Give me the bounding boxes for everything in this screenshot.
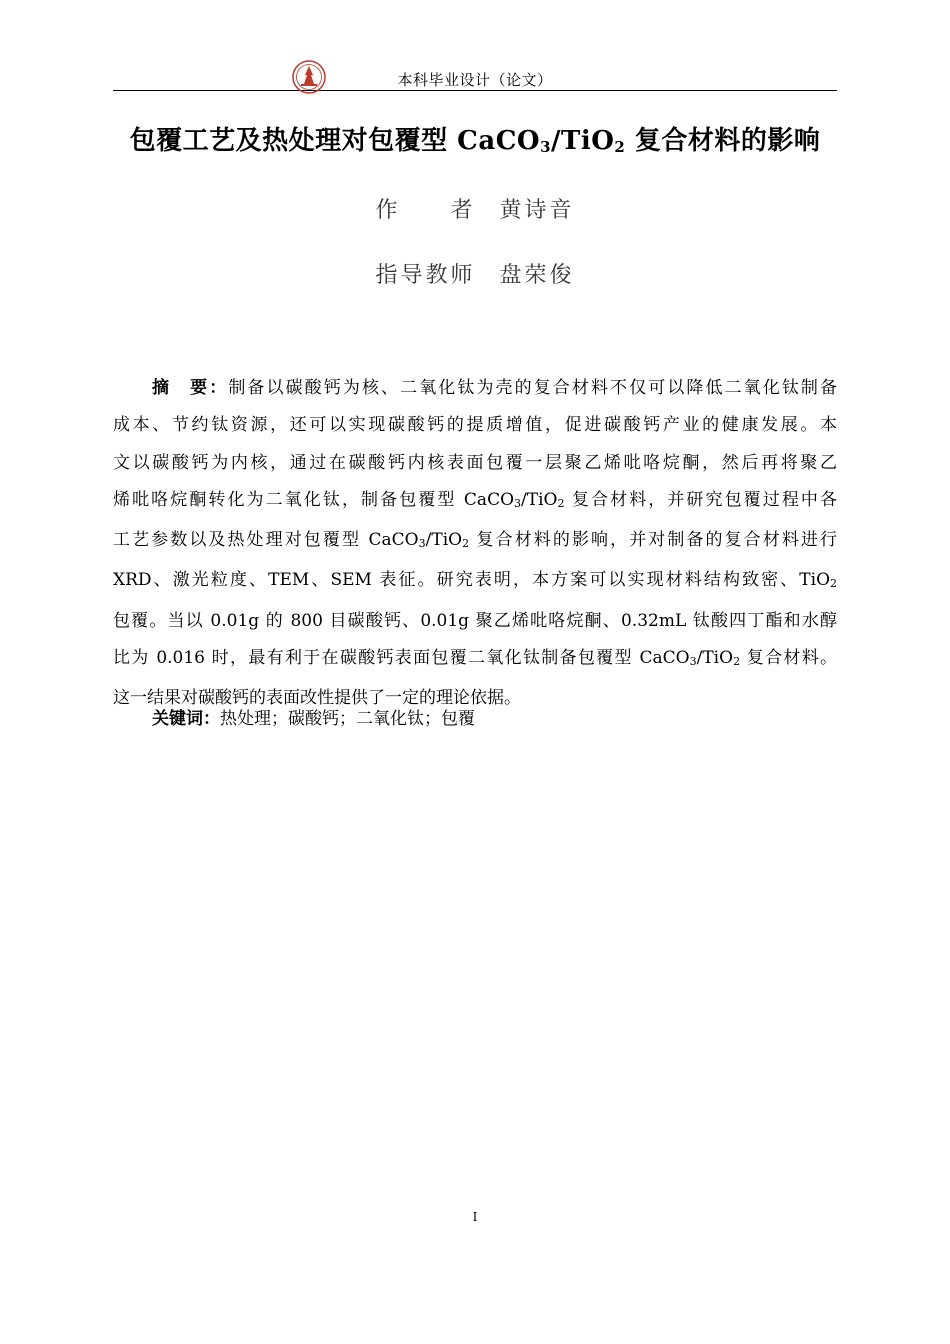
advisor-name: 盘荣俊: [499, 263, 575, 288]
abstract-text: 复合材料。: [740, 648, 838, 669]
keywords-value: 热处理；碳酸钙；二氧化钛；包覆: [220, 709, 475, 729]
abstract-line: [113, 482, 837, 522]
abstract-line: 成本、节约钛资源，还可以实现碳酸钙的提质增值，促进碳酸钙产业的健康发展。本: [113, 415, 837, 436]
title-text-2: /TiO: [551, 126, 615, 156]
abstract-text: /TiO: [521, 489, 558, 510]
subscript: 3: [689, 655, 697, 669]
title-subscript-2: 2: [614, 138, 626, 156]
abstract-text: 复合材料的影响，并对制备的复合材料进行: [469, 530, 838, 551]
subscript: 2: [830, 577, 837, 591]
abstract-text: XRD、激光粒度、TEM、SEM 表征。研究表明，本方案可以实现材料结构致密、TiO: [113, 570, 830, 591]
abstract-text: 比为 0.016 时，最有利于在碳酸钙表面包覆二氧化钛制备包覆型 CaCO: [113, 648, 690, 669]
abstract-line: 这一结果对碳酸钙的表面改性提供了一定的理论依据。: [113, 688, 521, 709]
subscript: 2: [733, 655, 741, 669]
author-label: 作者: [375, 198, 476, 223]
header-title: 本科毕业设计（论文）: [397, 71, 553, 89]
author-line: [0, 193, 950, 224]
subscript: 3: [418, 537, 426, 551]
subscript: 3: [514, 496, 522, 510]
abstract-body: [113, 370, 837, 718]
keywords-label: 关键词：: [152, 709, 220, 729]
advisor-line: [0, 258, 950, 289]
title-text-3: 复合材料的影响: [625, 126, 821, 156]
subscript: 2: [557, 496, 565, 510]
abstract-text: 烯吡咯烷酮转化为二氧化钛，制备包覆型 CaCO: [113, 489, 515, 510]
abstract-line: [113, 370, 837, 407]
abstract-line: 文以碳酸钙为内核，通过在碳酸钙内核表面包覆一层聚乙烯吡咯烷酮，然后再将聚乙: [113, 452, 837, 473]
abstract-label: 摘 要：: [152, 378, 229, 398]
abstract-text: 复合材料，并研究包覆过程中各: [564, 489, 837, 510]
abstract-text: /TiO: [696, 648, 734, 669]
keywords-line: [152, 704, 475, 729]
advisor-label: 指导教师: [375, 263, 476, 288]
title-text-1: 包覆工艺及热处理对包覆型 CaCO: [129, 126, 541, 156]
abstract-text: /TiO: [425, 530, 463, 551]
abstract-line: 包覆。当以 0.01g 的 800 目碳酸钙、0.01g 聚乙烯吡咯烷酮、0.32mL 钛酸四丁酯和水醇: [113, 610, 837, 631]
page-number: I: [472, 1210, 478, 1224]
abstract-text: 制备以碳酸钙为核、二氧化钛为壳的复合材料不仅可以降低二氧化钛制备: [228, 378, 837, 398]
page-header: [113, 60, 837, 91]
subscript: 2: [462, 537, 470, 551]
document-title: [40, 120, 910, 157]
abstract-line: [113, 640, 837, 680]
author-name: 黄诗音: [499, 198, 575, 223]
abstract-text: 工艺参数以及热处理对包覆型 CaCO: [113, 530, 419, 551]
title-subscript-1: 3: [540, 138, 551, 156]
abstract-line: [113, 562, 837, 602]
abstract-line: [113, 522, 837, 562]
